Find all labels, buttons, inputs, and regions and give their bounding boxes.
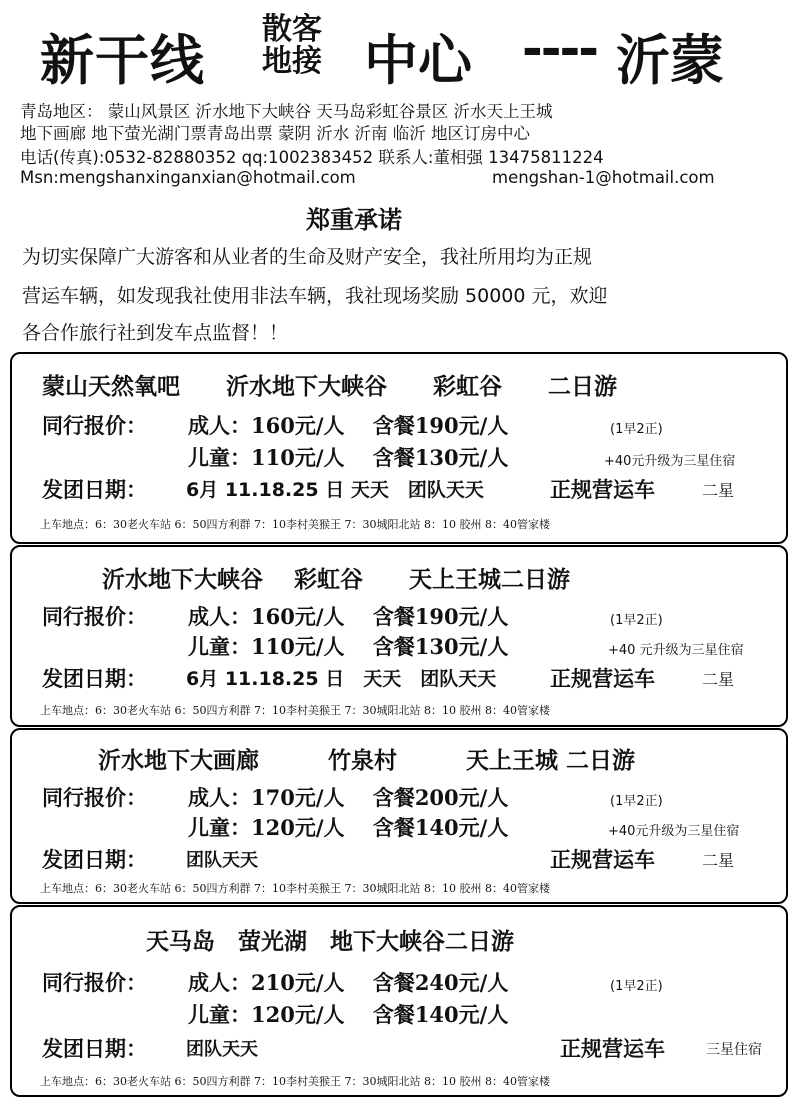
child-price: 儿童：120元/人 含餐140元/人 <box>188 815 509 840</box>
price-label: 同行报价： <box>42 970 147 995</box>
tour-dates: 6月 11.18.25 日 天天 团队天天 <box>186 479 484 501</box>
adult-price: 成人：160元/人 含餐190元/人 <box>188 413 509 438</box>
info-line-1: 青岛地区： 蒙山风景区 沂水地下大峡谷 天马岛彩虹谷景区 沂水天上王城 <box>20 102 553 121</box>
pickup-stops: 上车地点：6：30老火车站 6：50四方利群 7：10李村美猴王 7：30城阳北站 8：10 胶州 8：40管家楼 <box>40 704 550 717</box>
tour-dates: 6月 11.18.25 日 天天 团队天天 <box>186 668 497 690</box>
promise-title: 郑重承诺 <box>306 206 402 234</box>
tour-route: 天马岛 萤光湖 地下大峡谷二日游 <box>146 928 514 955</box>
title-city: 沂蒙 <box>616 29 724 92</box>
meal-note: (1早2正) <box>610 794 663 809</box>
tour-box-4 <box>10 905 788 1097</box>
adult-price: 成人：170元/人 含餐200元/人 <box>188 785 509 810</box>
upgrade-note: +40 元升级为三星住宿 <box>608 643 744 658</box>
date-label: 发团日期： <box>42 666 147 691</box>
promise-line-1: 为切实保障广大游客和从业者的生命及财产安全，我社所用均为正规 <box>22 246 593 268</box>
tour-dates: 团队天天 <box>186 1039 258 1060</box>
title-small-stack <box>262 14 322 78</box>
msn-secondary: mengshan-1@hotmail.com <box>492 168 715 187</box>
msn-primary: Msn:mengshanxinganxian@hotmail.com <box>20 168 356 187</box>
pickup-stops: 上车地点：6：30老火车站 6：50四方利群 7：10李村美猴王 7：30城阳北站 8：10 胶州 8：40管家楼 <box>40 518 550 531</box>
star-rating: 二星 <box>702 481 735 500</box>
star-rating: 二星 <box>702 851 735 870</box>
tour-route: 蒙山天然氧吧 沂水地下大峡谷 彩虹谷 二日游 <box>42 373 617 400</box>
upgrade-note: +40元升级为三星住宿 <box>604 454 736 469</box>
date-label: 发团日期： <box>42 1036 147 1061</box>
adult-price: 成人：210元/人 含餐240元/人 <box>188 970 509 995</box>
tour-box-2 <box>10 545 788 727</box>
upgrade-note: +40元升级为三星住宿 <box>608 824 740 839</box>
promise-line-3: 各合作旅行社到发车点监督！！ <box>22 322 289 344</box>
contact-line: 电话(传真):0532-82880352 qq:1002383452 联系人:董相强 13475811224 <box>20 148 604 167</box>
meal-note: (1早2正) <box>610 613 663 628</box>
price-label: 同行报价： <box>42 604 147 629</box>
vehicle: 正规营运车 <box>550 477 655 502</box>
tour-route: 沂水地下大画廊 竹泉村 天上王城 二日游 <box>98 747 636 774</box>
star-rating: 三星住宿 <box>706 1042 762 1058</box>
child-price: 儿童：110元/人 含餐130元/人 <box>188 445 509 470</box>
vehicle: 正规营运车 <box>550 847 655 872</box>
price-label: 同行报价： <box>42 785 147 810</box>
tour-route: 沂水地下大峡谷 彩虹谷 天上王城二日游 <box>102 566 571 593</box>
pickup-stops: 上车地点：6：30老火车站 6：50四方利群 7：10李村美猴王 7：30城阳北站 8：10 胶州 8：40管家楼 <box>40 882 550 895</box>
child-price: 儿童：110元/人 含餐130元/人 <box>188 634 509 659</box>
tour-box-1 <box>10 352 788 544</box>
tour-box-3 <box>10 728 788 904</box>
pickup-stops: 上车地点：6：30老火车站 6：50四方利群 7：10李村美猴王 7：30城阳北站 8：10 胶州 8：40管家楼 <box>40 1075 550 1088</box>
vehicle: 正规营运车 <box>550 666 655 691</box>
child-price: 儿童：120元/人 含餐140元/人 <box>188 1002 509 1027</box>
date-label: 发团日期： <box>42 477 147 502</box>
title-small-bottom: 地接 <box>262 44 322 79</box>
tour-dates: 团队天天 <box>186 850 258 871</box>
title-small-top: 散客 <box>262 12 322 47</box>
adult-price: 成人：160元/人 含餐190元/人 <box>188 604 509 629</box>
title-center: 中心 <box>364 29 472 92</box>
vehicle: 正规营运车 <box>560 1036 665 1061</box>
price-label: 同行报价： <box>42 413 147 438</box>
meal-note: (1早2正) <box>610 979 663 994</box>
meal-note: (1早2正) <box>610 422 663 437</box>
title-dash: ---- <box>522 20 598 78</box>
info-line-2: 地下画廊 地下萤光湖门票青岛出票 蒙阴 沂水 沂南 临沂 地区订房中心 <box>20 124 530 143</box>
star-rating: 二星 <box>702 670 735 689</box>
date-label: 发团日期： <box>42 847 147 872</box>
title-main: 新干线 <box>40 29 205 92</box>
promise-line-2: 营运车辆，如发现我社使用非法车辆，我社现场奖励 50000 元，欢迎 <box>22 285 608 307</box>
